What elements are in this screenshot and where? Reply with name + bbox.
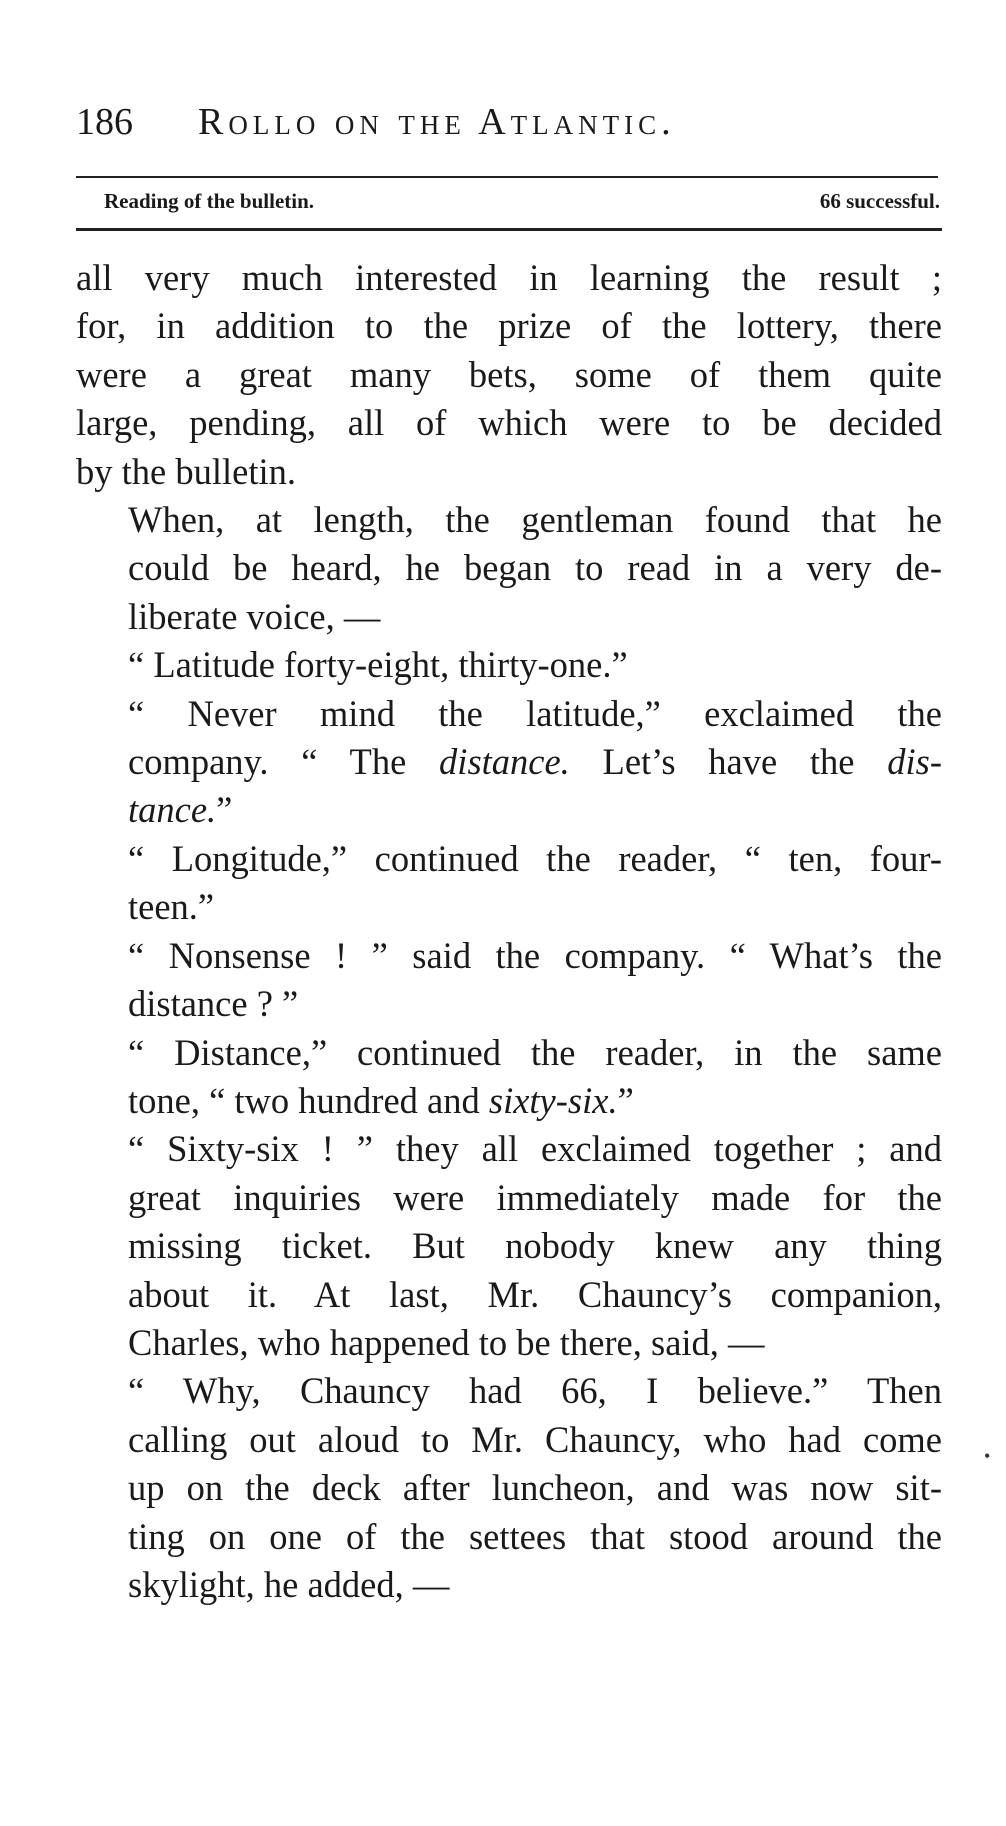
running-head <box>76 100 956 144</box>
text-line: by the bulletin. <box>76 450 296 492</box>
book-title: Rollo on the Atlantic. <box>198 101 676 143</box>
text-line: Charles, who happened to be there, said, — <box>128 1321 765 1363</box>
text-line: all very much interested in learning the result ; <box>76 257 942 298</box>
header-rule-top <box>76 176 938 178</box>
text-line: great inquiries were immediately made for the <box>128 1176 942 1218</box>
text-line: “ Nonsense ! ” said the company. “ What’s the <box>128 934 942 976</box>
text-line: teen.” <box>128 886 215 928</box>
margin-speck: • <box>984 1446 991 1466</box>
text-line: for, in addition to the prize of the lottery, there <box>76 305 942 347</box>
paragraph <box>76 835 942 932</box>
text-line: missing ticket. But nobody knew any thing <box>128 1225 942 1267</box>
paragraph <box>76 1125 942 1367</box>
paragraph <box>76 1367 942 1609</box>
paragraph <box>76 254 942 496</box>
body-text <box>76 254 942 1609</box>
text-line: “ Sixty-six ! ” they all exclaimed together ; and <box>128 1128 942 1170</box>
header-rule-bottom <box>76 228 942 231</box>
text-line: tone, “ two hundred and sixty-six.” <box>128 1079 634 1121</box>
text-line: could be heard, he began to read in a very de- <box>128 547 942 589</box>
section-subheader <box>104 185 940 217</box>
paragraph <box>76 932 942 1029</box>
text-line: skylight, he added, — <box>128 1563 450 1605</box>
text-line: about it. At last, Mr. Chauncy’s companion, <box>128 1273 942 1315</box>
text-line: calling out aloud to Mr. Chauncy, who had come <box>128 1418 942 1460</box>
text-line: ting on one of the settees that stood around the <box>128 1515 942 1557</box>
text-line: were a great many bets, some of them quite <box>76 353 942 395</box>
text-line: company. “ The distance. Let’s have the dis- <box>128 741 942 783</box>
page-number: 186 <box>76 101 133 143</box>
text-line: “ Why, Chauncy had 66, I believe.” Then <box>128 1370 942 1412</box>
text-line: “ Never mind the latitude,” exclaimed the <box>128 692 942 734</box>
text-line: “ Longitude,” continued the reader, “ ten, four- <box>128 837 942 879</box>
text-line: When, at length, the gentleman found that he <box>128 499 942 541</box>
text-line: tance.” <box>128 789 233 831</box>
text-line: up on the deck after luncheon, and was now sit- <box>128 1467 942 1509</box>
text-line: large, pending, all of which were to be decided <box>76 402 942 444</box>
paragraph <box>76 1029 942 1126</box>
text-line: “ Distance,” continued the reader, in the same <box>128 1031 942 1073</box>
text-line: “ Latitude forty-eight, thirty-one.” <box>128 644 628 686</box>
paragraph <box>76 496 942 641</box>
paragraph <box>76 641 942 689</box>
paragraph <box>76 690 942 835</box>
text-line: distance ? ” <box>128 983 299 1025</box>
subheader-left: Reading of the bulletin. <box>104 189 315 213</box>
subheader-right: 66 successful. <box>819 189 940 213</box>
text-line: liberate voice, — <box>128 595 381 637</box>
